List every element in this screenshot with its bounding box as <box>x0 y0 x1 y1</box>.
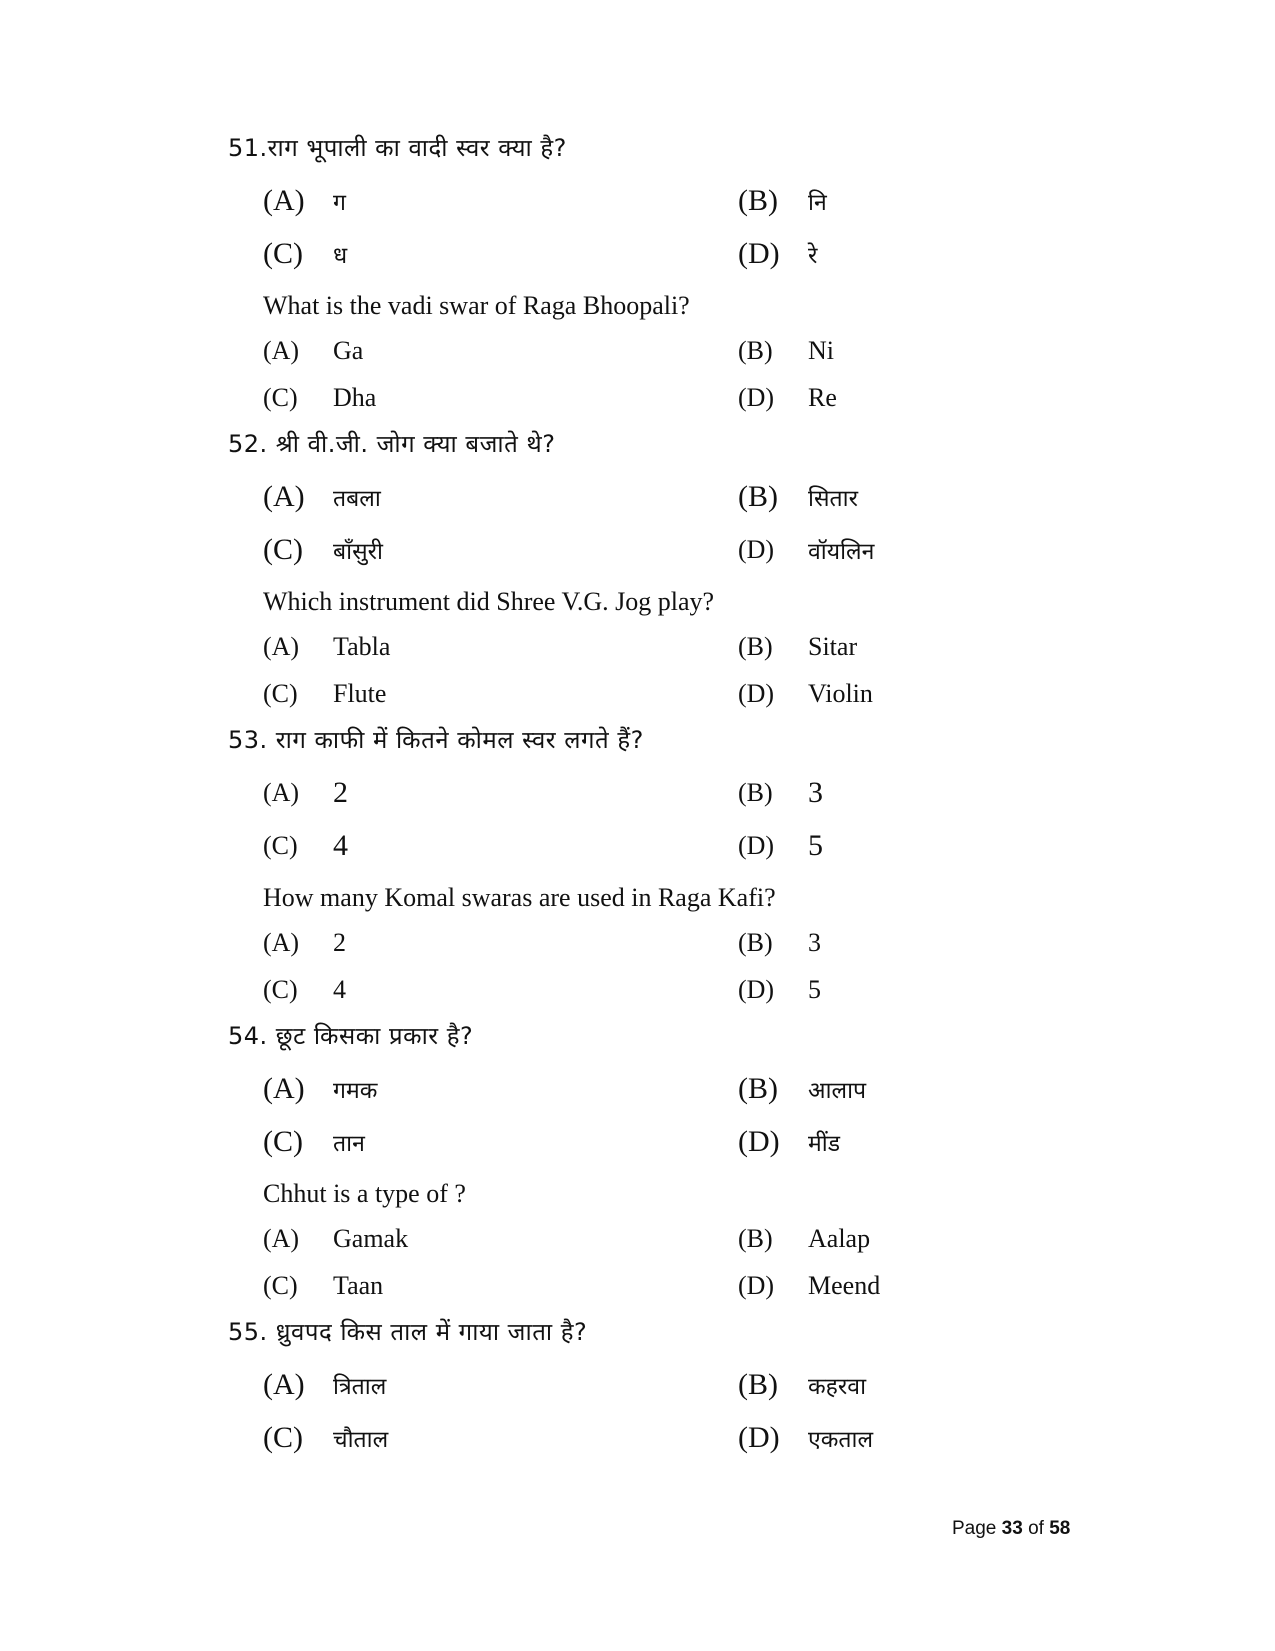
option-letter: (A) <box>263 336 300 365</box>
option-text: तबला <box>333 486 381 512</box>
option-b <box>738 1072 866 1106</box>
option-b <box>738 630 857 664</box>
option-row <box>228 381 1068 428</box>
option-c <box>263 381 376 415</box>
option-text: Meend <box>808 1271 881 1300</box>
option-row <box>228 184 1068 237</box>
option-a <box>263 1368 386 1402</box>
option-d <box>738 677 873 711</box>
option-c <box>263 533 383 567</box>
option-a <box>263 926 346 960</box>
question-hindi: 54. छूट किसका प्रकार है? <box>228 1022 474 1050</box>
option-row <box>228 480 1068 533</box>
option-a <box>263 776 348 810</box>
option-letter: (A) <box>263 184 305 217</box>
option-text: त्रिताल <box>333 1374 387 1400</box>
option-letter: (A) <box>263 928 300 957</box>
option-letter: (D) <box>738 1125 780 1158</box>
option-letter: (B) <box>738 184 778 217</box>
option-text: Sitar <box>808 632 858 661</box>
option-letter: (B) <box>738 480 778 513</box>
option-text: Gamak <box>333 1224 409 1253</box>
option-text: 4 <box>333 975 346 1004</box>
option-a <box>263 480 381 514</box>
option-letter: (A) <box>263 1224 300 1253</box>
option-a <box>263 630 390 664</box>
option-text: ध <box>333 243 348 269</box>
option-text: सितार <box>808 486 858 512</box>
option-letter: (C) <box>263 533 303 566</box>
question-paper <box>228 132 1068 1474</box>
option-row <box>228 677 1068 724</box>
option-text: Dha <box>333 383 377 412</box>
option-row <box>228 1368 1068 1421</box>
option-b <box>738 1368 866 1402</box>
total-pages: 58 <box>1049 1518 1071 1539</box>
option-letter: (C) <box>263 831 298 860</box>
question-hindi: 52. श्री वी.जी. जोग क्या बजाते थे? <box>228 430 556 458</box>
option-text: गमक <box>333 1078 378 1104</box>
option-a <box>263 1072 377 1106</box>
option-text: नि <box>808 190 827 216</box>
option-letter: (B) <box>738 336 773 365</box>
option-text: Tabla <box>333 632 391 661</box>
question-hindi: 51.राग भूपाली का वादी स्वर क्या है? <box>228 134 567 162</box>
option-letter: (B) <box>738 928 773 957</box>
option-letter: (B) <box>738 1368 778 1401</box>
option-c <box>263 1421 388 1455</box>
option-text: 2 <box>333 776 348 809</box>
option-text: Violin <box>808 679 873 708</box>
option-b <box>738 480 858 514</box>
option-letter: (B) <box>738 778 773 807</box>
option-text: ग <box>333 190 346 216</box>
question-51 <box>228 132 1068 428</box>
option-text: कहरवा <box>808 1374 867 1400</box>
option-letter: (C) <box>263 237 303 270</box>
question-52 <box>228 428 1068 724</box>
option-letter: (A) <box>263 1368 305 1401</box>
question-english: What is the vadi swar of Raga Bhoopali? <box>263 291 690 320</box>
option-letter: (A) <box>263 1072 305 1105</box>
option-b <box>738 334 834 368</box>
option-letter: (C) <box>263 1421 303 1454</box>
page-label: Page <box>952 1518 997 1539</box>
option-letter: (C) <box>263 679 298 708</box>
option-c <box>263 1269 383 1303</box>
question-english: How many Komal swaras are used in Raga Kafi? <box>263 883 776 912</box>
option-text: Ga <box>333 336 364 365</box>
option-d <box>738 973 821 1007</box>
option-row <box>228 334 1068 381</box>
page-number <box>952 1518 1070 1540</box>
option-row <box>228 1421 1068 1474</box>
option-letter: (D) <box>738 1271 775 1300</box>
option-row <box>228 1222 1068 1269</box>
option-c <box>263 677 386 711</box>
option-a <box>263 334 363 368</box>
option-text: 3 <box>808 928 821 957</box>
option-letter: (D) <box>738 1421 780 1454</box>
option-letter: (C) <box>263 1271 298 1300</box>
page-of: of <box>1028 1518 1044 1539</box>
option-text: Re <box>808 383 837 412</box>
option-text: तान <box>333 1131 365 1157</box>
option-row <box>228 533 1068 586</box>
question-hindi: 55. ध्रुवपद किस ताल में गाया जाता है? <box>228 1318 588 1346</box>
option-text: 5 <box>808 975 821 1004</box>
option-c <box>263 1125 365 1159</box>
option-d <box>738 237 817 271</box>
option-a <box>263 184 346 218</box>
option-text: वॉयलिन <box>808 539 875 565</box>
option-letter: (D) <box>738 237 780 270</box>
option-letter: (D) <box>738 831 775 860</box>
option-letter: (B) <box>738 1224 773 1253</box>
question-hindi: 53. राग काफी में कितने कोमल स्वर लगते हैं? <box>228 726 644 754</box>
option-text: 3 <box>808 776 823 809</box>
question-55 <box>228 1316 1068 1474</box>
current-page: 33 <box>1001 1518 1023 1539</box>
question-53 <box>228 724 1068 1020</box>
option-letter: (B) <box>738 1072 778 1105</box>
option-d <box>738 1269 880 1303</box>
option-b <box>738 184 827 218</box>
option-text: आलाप <box>808 1078 867 1104</box>
option-c <box>263 237 347 271</box>
option-d <box>738 533 874 567</box>
option-d <box>738 1421 873 1455</box>
option-letter: (C) <box>263 1125 303 1158</box>
option-text: Taan <box>333 1271 384 1300</box>
option-text: चौताल <box>333 1427 389 1453</box>
question-english: Which instrument did Shree V.G. Jog play? <box>263 587 715 616</box>
option-text: Ni <box>808 336 834 365</box>
option-letter: (A) <box>263 480 305 513</box>
option-text: बाँसुरी <box>333 539 384 565</box>
option-c <box>263 973 346 1007</box>
option-letter: (B) <box>738 632 773 661</box>
option-row <box>228 1125 1068 1178</box>
option-text: एकताल <box>808 1427 874 1453</box>
option-text: मींड <box>808 1131 841 1157</box>
option-c <box>263 829 348 863</box>
option-row <box>228 1072 1068 1125</box>
option-letter: (D) <box>738 535 775 564</box>
option-d <box>738 1125 840 1159</box>
option-letter: (D) <box>738 383 775 412</box>
option-row <box>228 973 1068 1020</box>
option-text: Aalap <box>808 1224 871 1253</box>
option-row <box>228 630 1068 677</box>
option-b <box>738 1222 870 1256</box>
option-letter: (A) <box>263 632 300 661</box>
option-text: 2 <box>333 928 346 957</box>
option-text: Flute <box>333 679 387 708</box>
option-letter: (D) <box>738 975 775 1004</box>
option-text: 4 <box>333 829 348 862</box>
option-text: 5 <box>808 829 823 862</box>
question-english: Chhut is a type of ? <box>263 1179 466 1208</box>
option-row <box>228 1269 1068 1316</box>
option-text: रे <box>808 243 818 269</box>
option-b <box>738 926 821 960</box>
option-letter: (C) <box>263 975 298 1004</box>
option-row <box>228 776 1068 829</box>
option-b <box>738 776 823 810</box>
question-54 <box>228 1020 1068 1316</box>
option-letter: (C) <box>263 383 298 412</box>
option-letter: (D) <box>738 679 775 708</box>
option-d <box>738 829 823 863</box>
option-d <box>738 381 837 415</box>
option-row <box>228 829 1068 882</box>
option-a <box>263 1222 408 1256</box>
option-row <box>228 926 1068 973</box>
option-letter: (A) <box>263 778 300 807</box>
option-row <box>228 237 1068 290</box>
